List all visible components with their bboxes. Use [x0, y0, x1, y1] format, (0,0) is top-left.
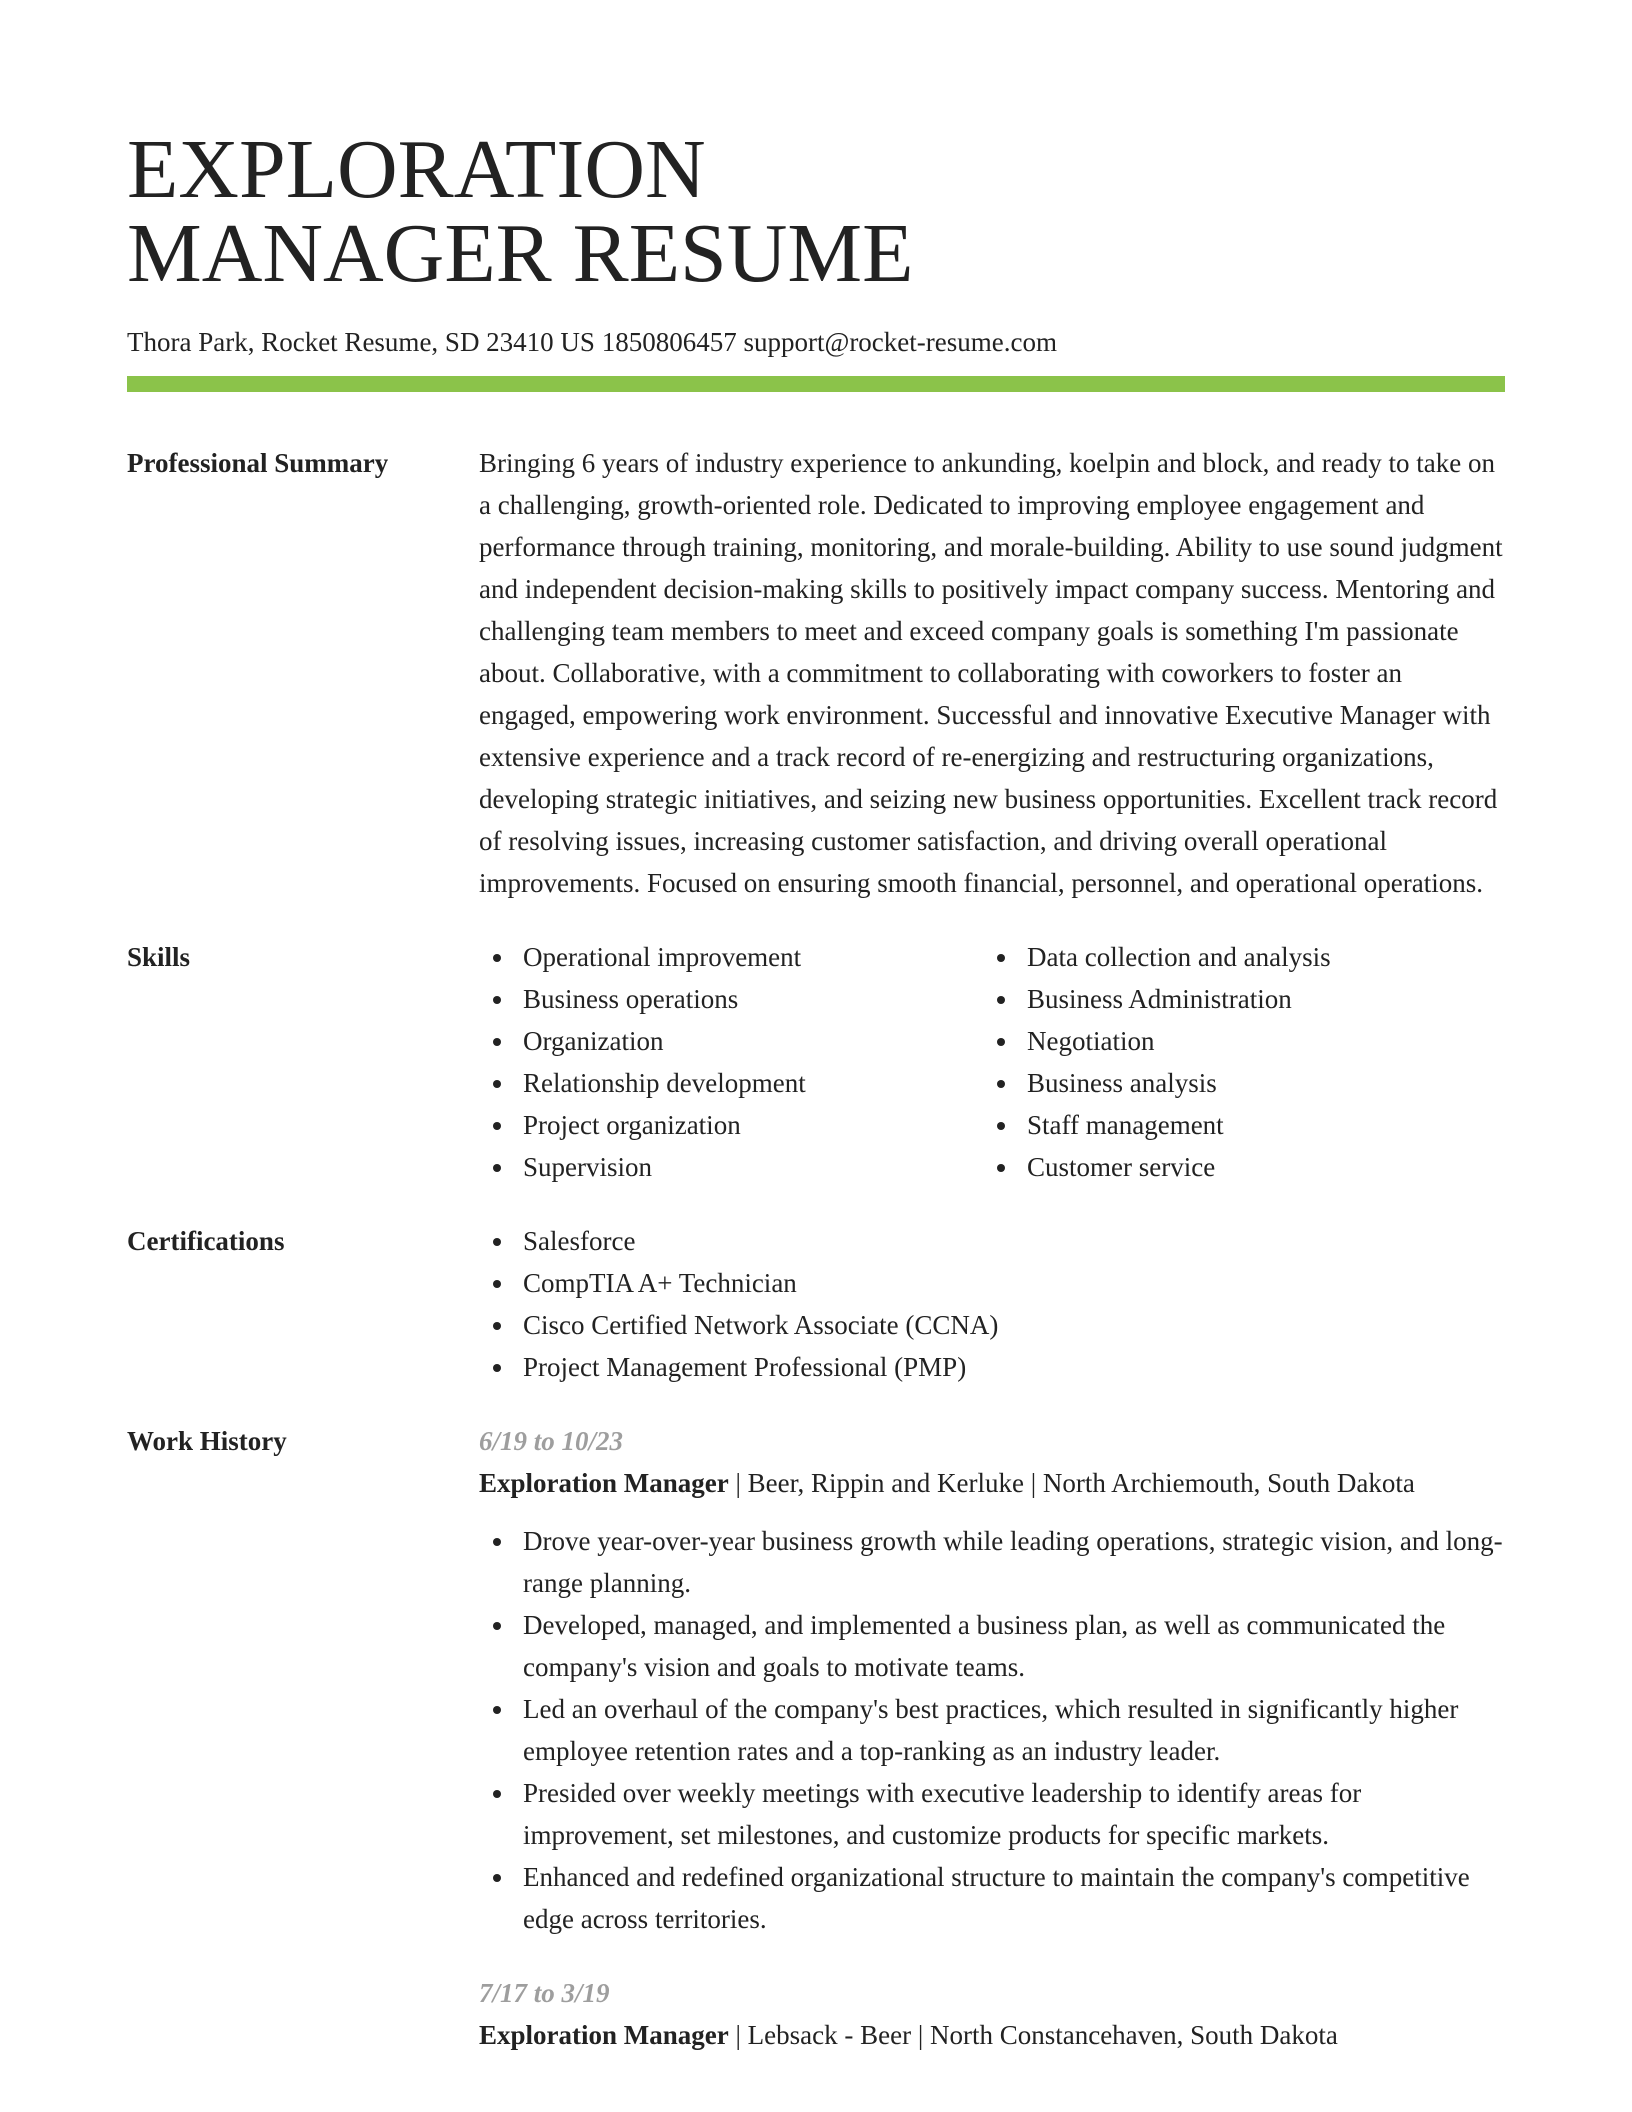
certification-item: Salesforce [479, 1220, 1505, 1262]
work-history-label: Work History [127, 1426, 287, 1456]
job-bullet: Presided over weekly meetings with executive leadership to identify areas for improvement, set milestones, and customize products for specific markets. [479, 1772, 1505, 1856]
certifications-list [479, 1220, 1505, 1388]
job-dates: 7/17 to 3/19 [479, 1978, 610, 2008]
job-bullet: Led an overhaul of the company's best practices, which resulted in significantly higher employee retention rates and a top-ranking as an industry leader. [479, 1688, 1505, 1772]
job-bullet: Enhanced and redefined organizational structure to maintain the company's competitive edge across territories. [479, 1856, 1505, 1940]
skills-section [127, 936, 1505, 1188]
certifications-label: Certifications [127, 1226, 285, 1256]
job-title: Exploration Manager [479, 2020, 729, 2050]
contact-line: Thora Park, Rocket Resume, SD 23410 US 1850806457 support@rocket-resume.com [127, 327, 1057, 357]
certification-item: CompTIA A+ Technician [479, 1262, 1505, 1304]
job-bullets [479, 1520, 1505, 1940]
accent-divider [127, 376, 1505, 392]
job-title: Exploration Manager [479, 1468, 729, 1498]
skill-item: Organization [479, 1020, 983, 1062]
job-entry [479, 1420, 1505, 1940]
resume-page [127, 123, 1505, 2056]
skill-item: Business operations [479, 978, 983, 1020]
job-details: | Beer, Rippin and Kerluke | North Archiemouth, South Dakota [728, 1468, 1415, 1498]
certification-item: Project Management Professional (PMP) [479, 1346, 1505, 1388]
certifications-section [127, 1220, 1505, 1388]
certification-item: Cisco Certified Network Associate (CCNA) [479, 1304, 1505, 1346]
work-history-section [127, 1420, 1505, 2056]
job-heading [479, 2014, 1505, 2056]
skill-item: Relationship development [479, 1062, 983, 1104]
skill-item: Project organization [479, 1104, 983, 1146]
skills-list-right [983, 936, 1487, 1188]
skill-item: Data collection and analysis [983, 936, 1487, 978]
resume-title [127, 123, 1505, 300]
summary-section [127, 442, 1505, 904]
skill-item: Negotiation [983, 1020, 1487, 1062]
certifications-content [479, 1220, 1505, 1388]
job-heading [479, 1462, 1505, 1504]
job-bullet: Developed, managed, and implemented a business plan, as well as communicated the company's vision and goals to motivate teams. [479, 1604, 1505, 1688]
title-line-1: EXPLORATION [127, 123, 706, 216]
skills-list-left [479, 936, 983, 1188]
job-entry [479, 1972, 1505, 2056]
skill-item: Staff management [983, 1104, 1487, 1146]
skills-label: Skills [127, 942, 191, 972]
job-details: | Lebsack - Beer | North Constancehaven, South Dakota [728, 2020, 1338, 2050]
skill-item: Business analysis [983, 1062, 1487, 1104]
skill-item: Supervision [479, 1146, 983, 1188]
skill-item: Business Administration [983, 978, 1487, 1020]
skill-item: Operational improvement [479, 936, 983, 978]
job-dates: 6/19 to 10/23 [479, 1426, 624, 1456]
summary-text: Bringing 6 years of industry experience to ankunding, koelpin and block, and ready to take on a challenging, growth-oriented role. Dedicated to improving employee engagement and performance through training, monitoring, and morale-building. Ability to use sound judgment and independent decision-making skills to positively impact company success. Mentoring and challenging team members to meet and exceed company goals is something I'm passionate about. Collaborative, with a commitment to collaborating with coworkers to foster an engaged, empowering work environment. Successful and innovative Executive Manager with extensive experience and a track record of re-energizing and restructuring organizations, developing strategic initiatives, and seizing new business opportunities. Excellent track record of resolving issues, increasing customer satisfaction, and driving overall operational improvements. Focused on ensuring smooth financial, personnel, and operational operations. [479, 448, 1503, 898]
skill-item: Customer service [983, 1146, 1487, 1188]
summary-label: Professional Summary [127, 448, 389, 478]
work-history-content [479, 1420, 1505, 2056]
job-bullet: Drove year-over-year business growth while leading operations, strategic vision, and long-range planning. [479, 1520, 1505, 1604]
skills-columns [479, 936, 1505, 1188]
title-line-2: MANAGER RESUME [127, 207, 914, 300]
